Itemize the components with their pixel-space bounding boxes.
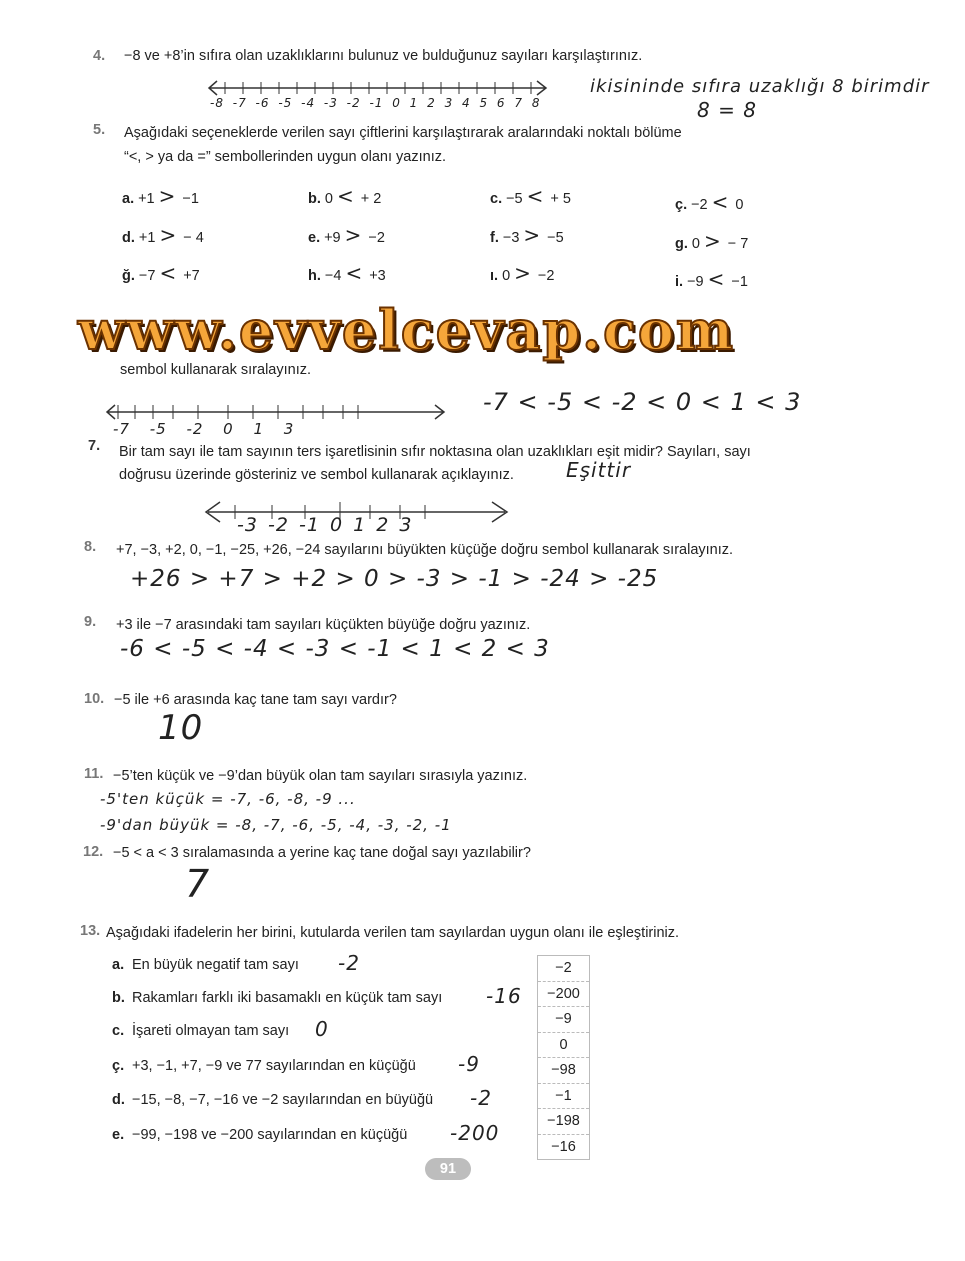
q5-option: [122, 261, 200, 285]
q13-item-letter: e.: [112, 1127, 125, 1143]
q6-line-labels: -7 -5 -2 0 1 3: [113, 420, 295, 438]
q13-answer-box: [537, 955, 590, 1160]
q5-option-right: +3: [369, 268, 386, 284]
q5-option-letter: g.: [675, 236, 688, 252]
q10-answer: 10: [158, 708, 204, 748]
q5-option-letter: e.: [308, 230, 321, 246]
q13-box-value: −198: [538, 1109, 589, 1135]
q5-answer-symbol: <: [345, 261, 364, 285]
page-number: 91: [425, 1158, 471, 1180]
q13-item-letter: ç.: [112, 1058, 125, 1074]
q13-box-value: −200: [538, 982, 589, 1008]
q5-option: [122, 184, 199, 208]
q9-number: 9.: [84, 614, 97, 630]
q13-item-answer: -9: [458, 1052, 480, 1076]
q7-text-1: Bir tam sayı ile tam sayının ters işaretlisinin sıfır noktasına olan uzaklıkları eşit midir? Sayıları, sayı: [119, 444, 751, 460]
q4-answer-2: 8 = 8: [697, 98, 757, 122]
q5-answer-symbol: >: [158, 184, 177, 208]
q5-option: [308, 223, 385, 247]
q5-option-left: +1: [138, 230, 156, 246]
q10-text: −5 ile +6 arasında kaç tane tam sayı vardır?: [114, 692, 397, 708]
q5-option-letter: h.: [308, 268, 321, 284]
q5-option: [490, 223, 564, 247]
q11-text: −5’ten küçük ve −9’dan büyük olan tam sayıları sırasıyla yazınız.: [113, 768, 528, 784]
q5-option-left: 0: [691, 236, 700, 252]
number-line-q4: [205, 78, 555, 98]
q5-option-letter: a.: [122, 191, 135, 207]
q5-option-letter: ı.: [490, 268, 499, 284]
q7-text-2: doğrusu üzerinde gösteriniz ve sembol kullanarak açıklayınız.: [119, 467, 514, 483]
q5-option: [675, 267, 748, 291]
q5-option-letter: b.: [308, 191, 321, 207]
q5-answer-symbol: <: [336, 184, 355, 208]
q5-option-right: +7: [183, 268, 200, 284]
q8-text: +7, −3, +2, 0, −1, −25, +26, −24 sayılarını büyükten küçüğe doğru sembol kullanarak sıralayınız.: [116, 542, 734, 558]
q13-item-text: −15, −8, −7, −16 ve −2 sayılarından en büyüğü: [132, 1092, 434, 1108]
q7-answer: Eşittir: [566, 458, 632, 482]
q5-answer-symbol: >: [514, 261, 532, 285]
q5-option: [308, 261, 386, 285]
q6-answer: -7 < -5 < -2 < 0 < 1 < 3: [483, 388, 802, 416]
q11-answer-2: -9'dan büyük = -8, -7, -6, -5, -4, -3, -2, -1: [100, 816, 452, 834]
q11-number: 11.: [84, 766, 104, 782]
q5-option-left: −2: [691, 197, 708, 213]
q5-option-right: −2: [368, 230, 385, 246]
q5-option-left: −3: [502, 230, 520, 246]
q5-answer-symbol: >: [703, 229, 722, 253]
q13-item-answer: -2: [470, 1086, 492, 1110]
q13-item-text: En büyük negatif tam sayı: [132, 957, 299, 973]
q4-number: 4.: [93, 48, 106, 64]
q13-box-value: −9: [538, 1007, 589, 1033]
q13-item-text: İşareti olmayan tam sayı: [132, 1023, 290, 1039]
q5-answer-symbol: <: [711, 190, 730, 214]
q7-number: 7.: [88, 438, 101, 454]
q12-number: 12.: [83, 844, 104, 860]
q5-option-right: + 2: [360, 191, 382, 207]
q13-box-value: 0: [538, 1033, 589, 1059]
q5-option-letter: d.: [122, 230, 135, 246]
q5-text-2: “<, > ya da =” sembollerinden uygun olanı yazınız.: [124, 149, 447, 165]
q5-option: [675, 190, 743, 214]
watermark: www.evvelcevap.com: [78, 298, 735, 362]
q13-item-text: −99, −198 ve −200 sayılarından en küçüğü: [132, 1127, 408, 1143]
q5-option: [490, 184, 571, 208]
q5-option-letter: i.: [675, 274, 684, 290]
q5-option-right: − 4: [183, 230, 204, 246]
q13-number: 13.: [80, 923, 101, 939]
q5-number: 5.: [93, 122, 106, 138]
q4-line-labels: -8 -7 -6 -5 -4 -3 -2 -1 0 1 2 3 4 5 6 7 8: [210, 96, 541, 110]
q5-answer-symbol: >: [159, 223, 178, 247]
q9-answer: -6 < -5 < -4 < -3 < -1 < 1 < 2 < 3: [120, 636, 550, 662]
q5-option-right: −1: [731, 274, 748, 290]
q4-answer-1: ikisininde sıfıra uzaklığı 8 birimdir: [590, 76, 930, 97]
q7-line-labels: -3 -2 -1 0 1 2 3: [237, 514, 413, 536]
q5-option: [308, 184, 381, 208]
q9-text: +3 ile −7 arasındaki tam sayıları küçükten büyüğe doğru yazınız.: [116, 617, 531, 633]
number-line-q6: [103, 400, 453, 422]
q13-item-text: +3, −1, +7, −9 ve 77 sayılarından en küçüğü: [132, 1058, 416, 1074]
q13-item-letter: d.: [112, 1092, 125, 1108]
q5-option-right: −1: [182, 191, 199, 207]
q13-item-answer: -16: [486, 984, 522, 1008]
q5-option-left: +1: [138, 191, 155, 207]
q5-option-left: +9: [324, 230, 341, 246]
q5-option: [675, 229, 748, 253]
q5-option-right: 0: [735, 197, 744, 213]
q11-answer-1: -5'ten küçük = -7, -6, -8, -9 ...: [100, 790, 356, 808]
q6-text: sembol kullanarak sıralayınız.: [120, 362, 311, 378]
q5-option: [122, 223, 204, 247]
q13-item-text: Rakamları farklı iki basamaklı en küçük tam sayı: [132, 990, 443, 1006]
q5-answer-symbol: >: [344, 223, 363, 247]
q13-box-value: −98: [538, 1058, 589, 1084]
q13-item-letter: b.: [112, 990, 125, 1006]
q5-option-left: −9: [687, 274, 704, 290]
q5-option-letter: ğ.: [122, 268, 135, 284]
q5-option-right: −2: [537, 268, 555, 284]
q13-item-answer: -200: [450, 1121, 500, 1145]
q8-answer: +26 > +7 > +2 > 0 > -3 > -1 > -24 > -25: [130, 566, 659, 592]
q5-option-left: −7: [138, 268, 156, 284]
q5-option-right: − 7: [727, 236, 749, 252]
q13-text: Aşağıdaki ifadelerin her birini, kutularda verilen tam sayılardan uygun olanı ile eşleştiriniz.: [106, 925, 680, 941]
q5-option-left: −5: [506, 191, 523, 207]
q5-answer-symbol: <: [526, 184, 545, 208]
q13-item-letter: a.: [112, 957, 125, 973]
q13-item-answer: 0: [315, 1017, 329, 1041]
q13-box-value: −2: [538, 956, 589, 982]
q13-box-value: −16: [551, 1138, 576, 1155]
q5-answer-symbol: <: [159, 261, 178, 285]
q5-option-letter: f.: [490, 230, 499, 246]
q13-item-letter: c.: [112, 1023, 125, 1039]
q4-text: −8 ve +8’in sıfıra olan uzaklıklarını bulunuz ve bulduğunuz sayıları karşılaştırınız.: [124, 48, 643, 64]
q5-text-1: Aşağıdaki seçeneklerde verilen sayı çiftlerini karşılaştırarak aralarındaki noktalı bölüme: [124, 125, 682, 141]
q5-answer-symbol: >: [523, 223, 542, 247]
q5-option-left: 0: [324, 191, 333, 207]
q5-option-letter: ç.: [675, 197, 688, 213]
q10-number: 10.: [84, 691, 105, 707]
q12-answer: 7: [185, 862, 211, 906]
q5-option-left: 0: [502, 268, 511, 284]
q13-box-value: −1: [538, 1084, 589, 1110]
q13-item-answer: -2: [338, 951, 360, 975]
q8-number: 8.: [84, 539, 97, 555]
q5-option-letter: c.: [490, 191, 503, 207]
q5-answer-symbol: <: [707, 267, 726, 291]
q5-option: [490, 261, 554, 285]
q5-option-right: −5: [547, 230, 564, 246]
q5-option-left: −4: [324, 268, 342, 284]
q12-text: −5 < a < 3 sıralamasında a yerine kaç tane doğal sayı yazılabilir?: [113, 845, 531, 861]
q5-option-right: + 5: [550, 191, 571, 207]
